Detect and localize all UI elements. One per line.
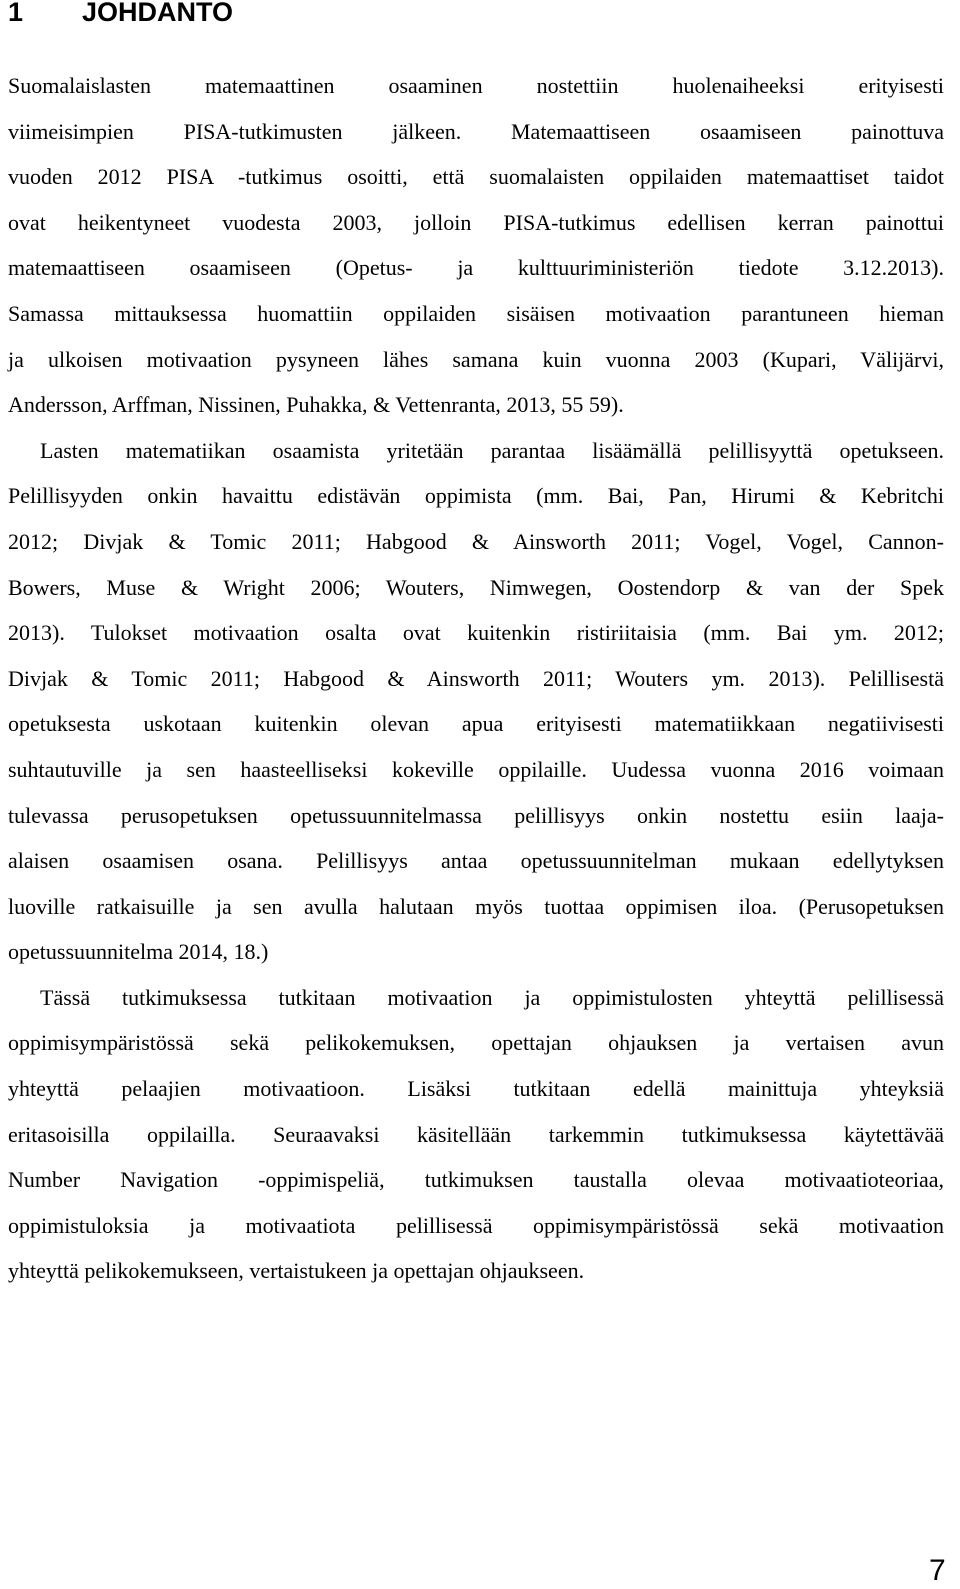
text-line: 2013). Tulokset motivaation osalta ovat kuitenkin ristiriitaisia (mm. Bai ym. 2012; <box>8 620 944 646</box>
text-line: oppimisympäristössä sekä pelikokemuksen, opettajan ohjauksen ja vertaisen avun <box>8 1030 944 1056</box>
paragraph-gamification <box>8 428 944 975</box>
text-line: suhtautuville ja sen haasteelliseksi kokeville oppilaille. Uudessa vuonna 2016 voimaan <box>8 756 944 782</box>
text-line: Andersson, Arffman, Nissinen, Puhakka, & Vettenranta, 2013, 55 59). <box>8 392 624 418</box>
text-line: opetuksesta uskotaan kuitenkin olevan apua erityisesti matematiikkaan negatiivisesti <box>8 711 944 737</box>
page-number: 7 <box>929 1554 946 1587</box>
text-line: ovat heikentyneet vuodesta 2003, jolloin PISA-tutkimus edellisen kerran painottui <box>8 209 944 235</box>
text-line: viimeisimpien PISA-tutkimusten jälkeen. Matemaattiseen osaamiseen painottuva <box>8 118 944 144</box>
text-line: oppimistuloksia ja motivaatiota pelillisessä oppimisympäristössä sekä motivaation <box>8 1212 944 1238</box>
body-text <box>8 63 944 1294</box>
text-line: luoville ratkaisuille ja sen avulla halutaan myös tuottaa oppimisen iloa. (Perusopetuksen <box>8 893 944 919</box>
chapter-title: JOHDANTO <box>82 0 234 27</box>
text-line: 2012; Divjak & Tomic 2011; Habgood & Ainsworth 2011; Vogel, Vogel, Cannon- <box>8 528 944 554</box>
text-line: yhteyttä pelikokemukseen, vertaistukeen ja opettajan ohjaukseen. <box>8 1258 585 1284</box>
text-line: alaisen osaamisen osana. Pelillisyys antaa opetussuunnitelman mukaan edellytyksen <box>8 848 944 874</box>
text-line: Suomalaislasten matemaattinen osaaminen nostettiin huolenaiheeksi erityisesti <box>8 73 944 98</box>
paragraph-study-aims <box>8 975 944 1294</box>
chapter-number: 1 <box>8 0 24 27</box>
text-line: yhteyttä pelaajien motivaatioon. Lisäksi tutkitaan edellä mainittuja yhteyksiä <box>8 1076 944 1102</box>
text-line: Divjak & Tomic 2011; Habgood & Ainsworth 2011; Wouters ym. 2013). Pelillisestä <box>8 665 944 691</box>
text-line: vuoden 2012 PISA -tutkimus osoitti, että suomalaisten oppilaiden matemaattiset taidot <box>8 164 944 190</box>
text-line: ja ulkoisen motivaation pysyneen lähes samana kuin vuonna 2003 (Kupari, Välijärvi, <box>8 346 944 372</box>
text-line: Number Navigation -oppimispeliä, tutkimuksen taustalla olevaa motivaatioteoriaa, <box>8 1167 944 1193</box>
text-line: opetussuunnitelma 2014, 18.) <box>8 939 269 965</box>
text-line: eritasoisilla oppilailla. Seuraavaksi käsitellään tarkemmin tutkimuksessa käytettävää <box>8 1121 944 1147</box>
text-line: Samassa mittauksessa huomattiin oppilaiden sisäisen motivaation parantuneen hieman <box>8 300 944 326</box>
text-line: Pelillisyyden onkin havaittu edistävän oppimista (mm. Bai, Pan, Hirumi & Kebritchi <box>8 483 944 509</box>
text-line: matemaattiseen osaamiseen (Opetus- ja kulttuuriministeriön tiedote 3.12.2013). <box>8 255 944 281</box>
text-line: Tässä tutkimuksessa tutkitaan motivaation ja oppimistulosten yhteyttä pelillisessä <box>40 984 944 1010</box>
text-line: tulevassa perusopetuksen opetussuunnitelmassa pelillisyys onkin nostettu esiin laaja- <box>8 802 944 828</box>
text-line: Bowers, Muse & Wright 2006; Wouters, Nimwegen, Oostendorp & van der Spek <box>8 574 944 600</box>
text-line: Lasten matematiikan osaamista yritetään parantaa lisäämällä pelillisyyttä opetukseen. <box>40 437 944 463</box>
paragraph-intro <box>8 63 944 428</box>
chapter-heading <box>8 0 233 28</box>
